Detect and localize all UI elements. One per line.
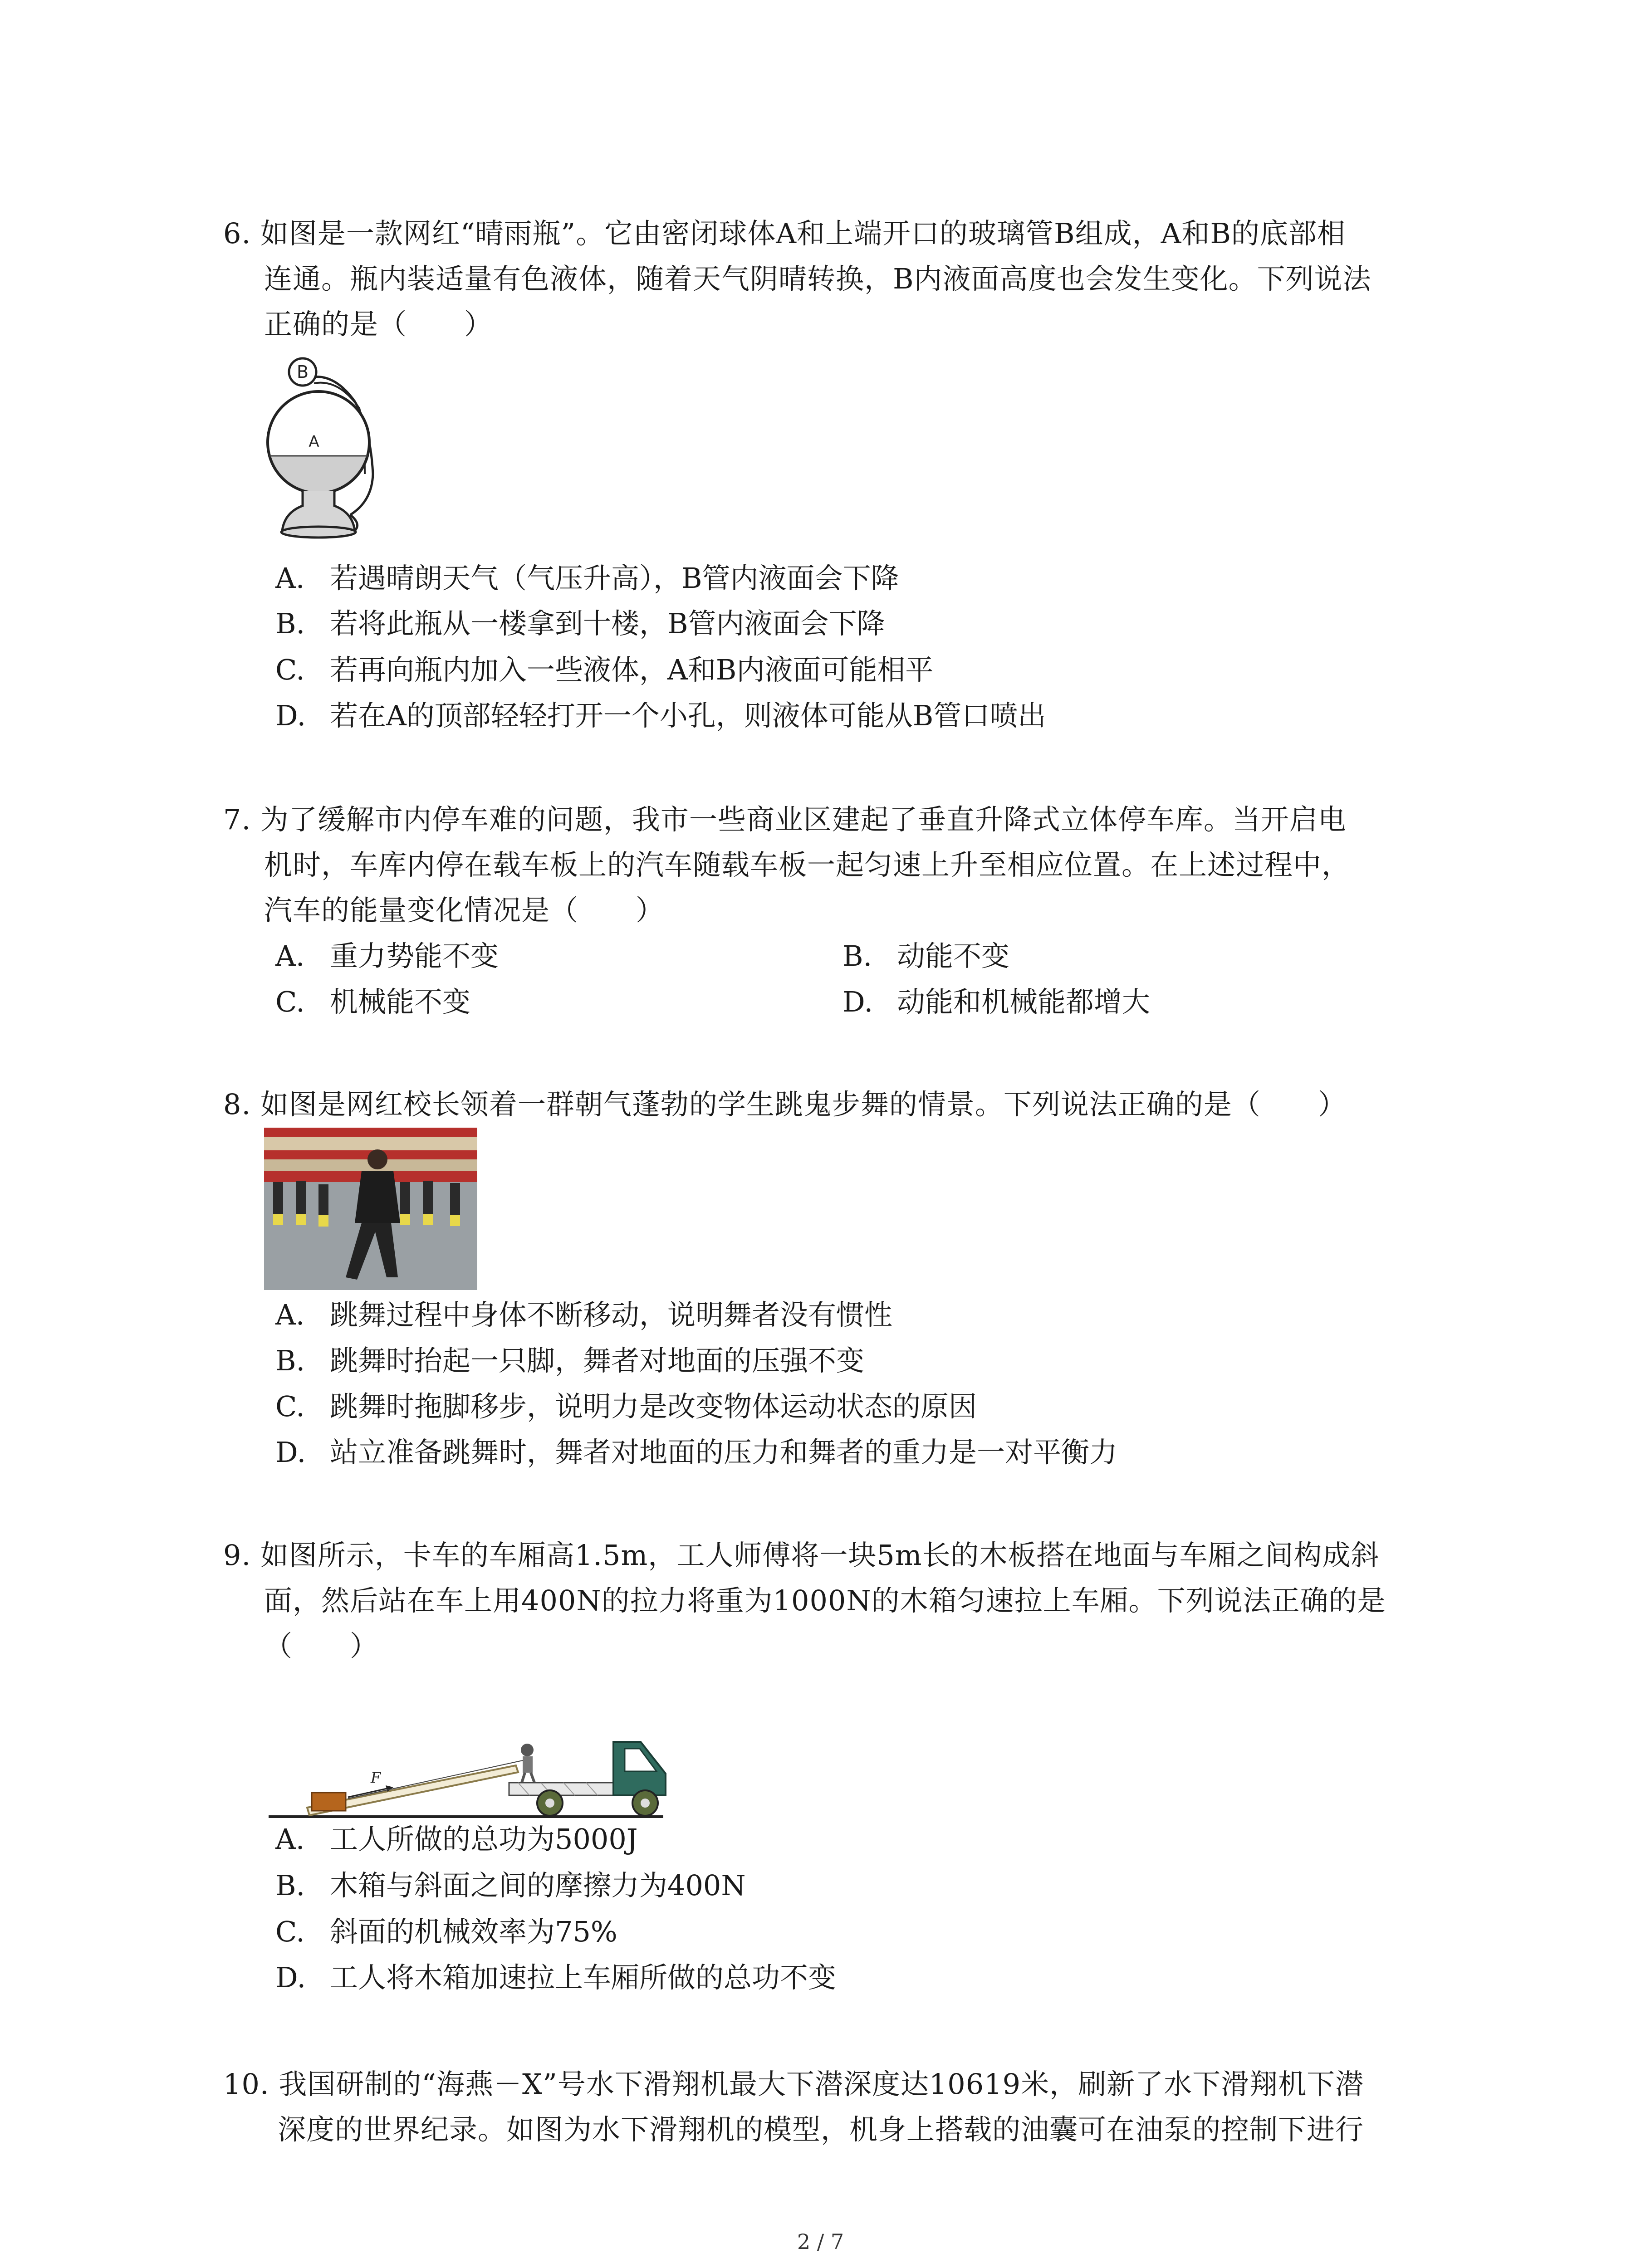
q6-line-3: 正确的是（ ） — [264, 308, 493, 341]
page-number: 2 / 7 — [797, 2229, 844, 2254]
q8-option-c[interactable]: C. 跳舞时拖脚移步，说明力是改变物体运动状态的原因 — [275, 1390, 977, 1423]
q6-line-1: 6. 如图是一款网红“晴雨瓶”。它由密闭球体A和上端开口的玻璃管B组成，A和B的底部相 — [223, 217, 1346, 250]
q9-line-2: 面，然后站在车上用400N的拉力将重为1000N的木箱匀速拉上车厢。下列说法正确的是 — [264, 1584, 1386, 1617]
q8-option-a[interactable]: A. 跳舞过程中身体不断移动，说明舞者没有惯性 — [275, 1298, 893, 1331]
q6-option-d[interactable]: D. 若在A的顶部轻轻打开一个小孔，则液体可能从B管口喷出 — [275, 699, 1046, 732]
q9-option-a[interactable]: A. 工人所做的总功为5000J — [275, 1823, 638, 1856]
q7-option-d[interactable]: D. 动能和机械能都增大 — [843, 985, 1151, 1018]
q10-line-2: 深度的世界纪录。如图为水下滑翔机的模型，机身上搭载的油囊可在油泵的控制下进行 — [278, 2113, 1364, 2146]
q7-option-a[interactable]: A. 重力势能不变 — [275, 939, 499, 973]
force-label: F — [371, 1769, 381, 1786]
q8-option-d[interactable]: D. 站立准备跳舞时，舞者对地面的压力和舞者的重力是一对平衡力 — [275, 1436, 1118, 1469]
q9-option-c[interactable]: C. 斜面的机械效率为75% — [275, 1915, 617, 1948]
q9-line-3: （ ） — [264, 1629, 379, 1662]
q6-option-b[interactable]: B. 若将此瓶从一楼拿到十楼，B管内液面会下降 — [275, 607, 885, 640]
q8-line-1: 8. 如图是网红校长领着一群朝气蓬勃的学生跳鬼步舞的情景。下列说法正确的是（ ） — [223, 1088, 1347, 1121]
q10-line-1: 10. 我国研制的“海燕－X”号水下滑翔机最大下潜深度达10619米，刷新了水下滑翔机下潜 — [223, 2068, 1364, 2101]
q7-line-2: 机时，车库内停在载车板上的汽车随载车板一起匀速上升至相应位置。在上述过程中， — [264, 848, 1351, 881]
weather-bottle-figure — [264, 352, 400, 551]
q9-line-1: 9. 如图所示，卡车的车厢高1.5m，工人师傅将一块5m长的木板搭在地面与车厢之间构成斜 — [223, 1539, 1380, 1572]
q9-option-d[interactable]: D. 工人将木箱加速拉上车厢所做的总功不变 — [275, 1961, 837, 1994]
q6-line-2: 连通。瓶内装适量有色液体，随着天气阴晴转换，B内液面高度也会发生变化。下列说法 — [264, 262, 1372, 295]
q7-line-3: 汽车的能量变化情况是（ ） — [264, 894, 665, 927]
dance-photo — [264, 1128, 477, 1290]
label-b: B — [296, 362, 309, 382]
q6-option-c[interactable]: C. 若再向瓶内加入一些液体，A和B内液面可能相平 — [275, 653, 934, 686]
q7-option-c[interactable]: C. 机械能不变 — [275, 985, 471, 1018]
q9-option-b[interactable]: B. 木箱与斜面之间的摩擦力为400N — [275, 1869, 746, 1902]
truck-ramp-figure — [264, 1715, 681, 1823]
q7-line-1: 7. 为了缓解市内停车难的问题，我市一些商业区建起了垂直升降式立体停车库。当开启电 — [223, 803, 1347, 836]
label-a: A — [309, 433, 319, 451]
q7-option-b[interactable]: B. 动能不变 — [843, 939, 1010, 973]
q8-option-b[interactable]: B. 跳舞时抬起一只脚，舞者对地面的压强不变 — [275, 1344, 865, 1377]
q6-option-a[interactable]: A. 若遇晴朗天气（气压升高），B管内液面会下降 — [275, 562, 899, 595]
